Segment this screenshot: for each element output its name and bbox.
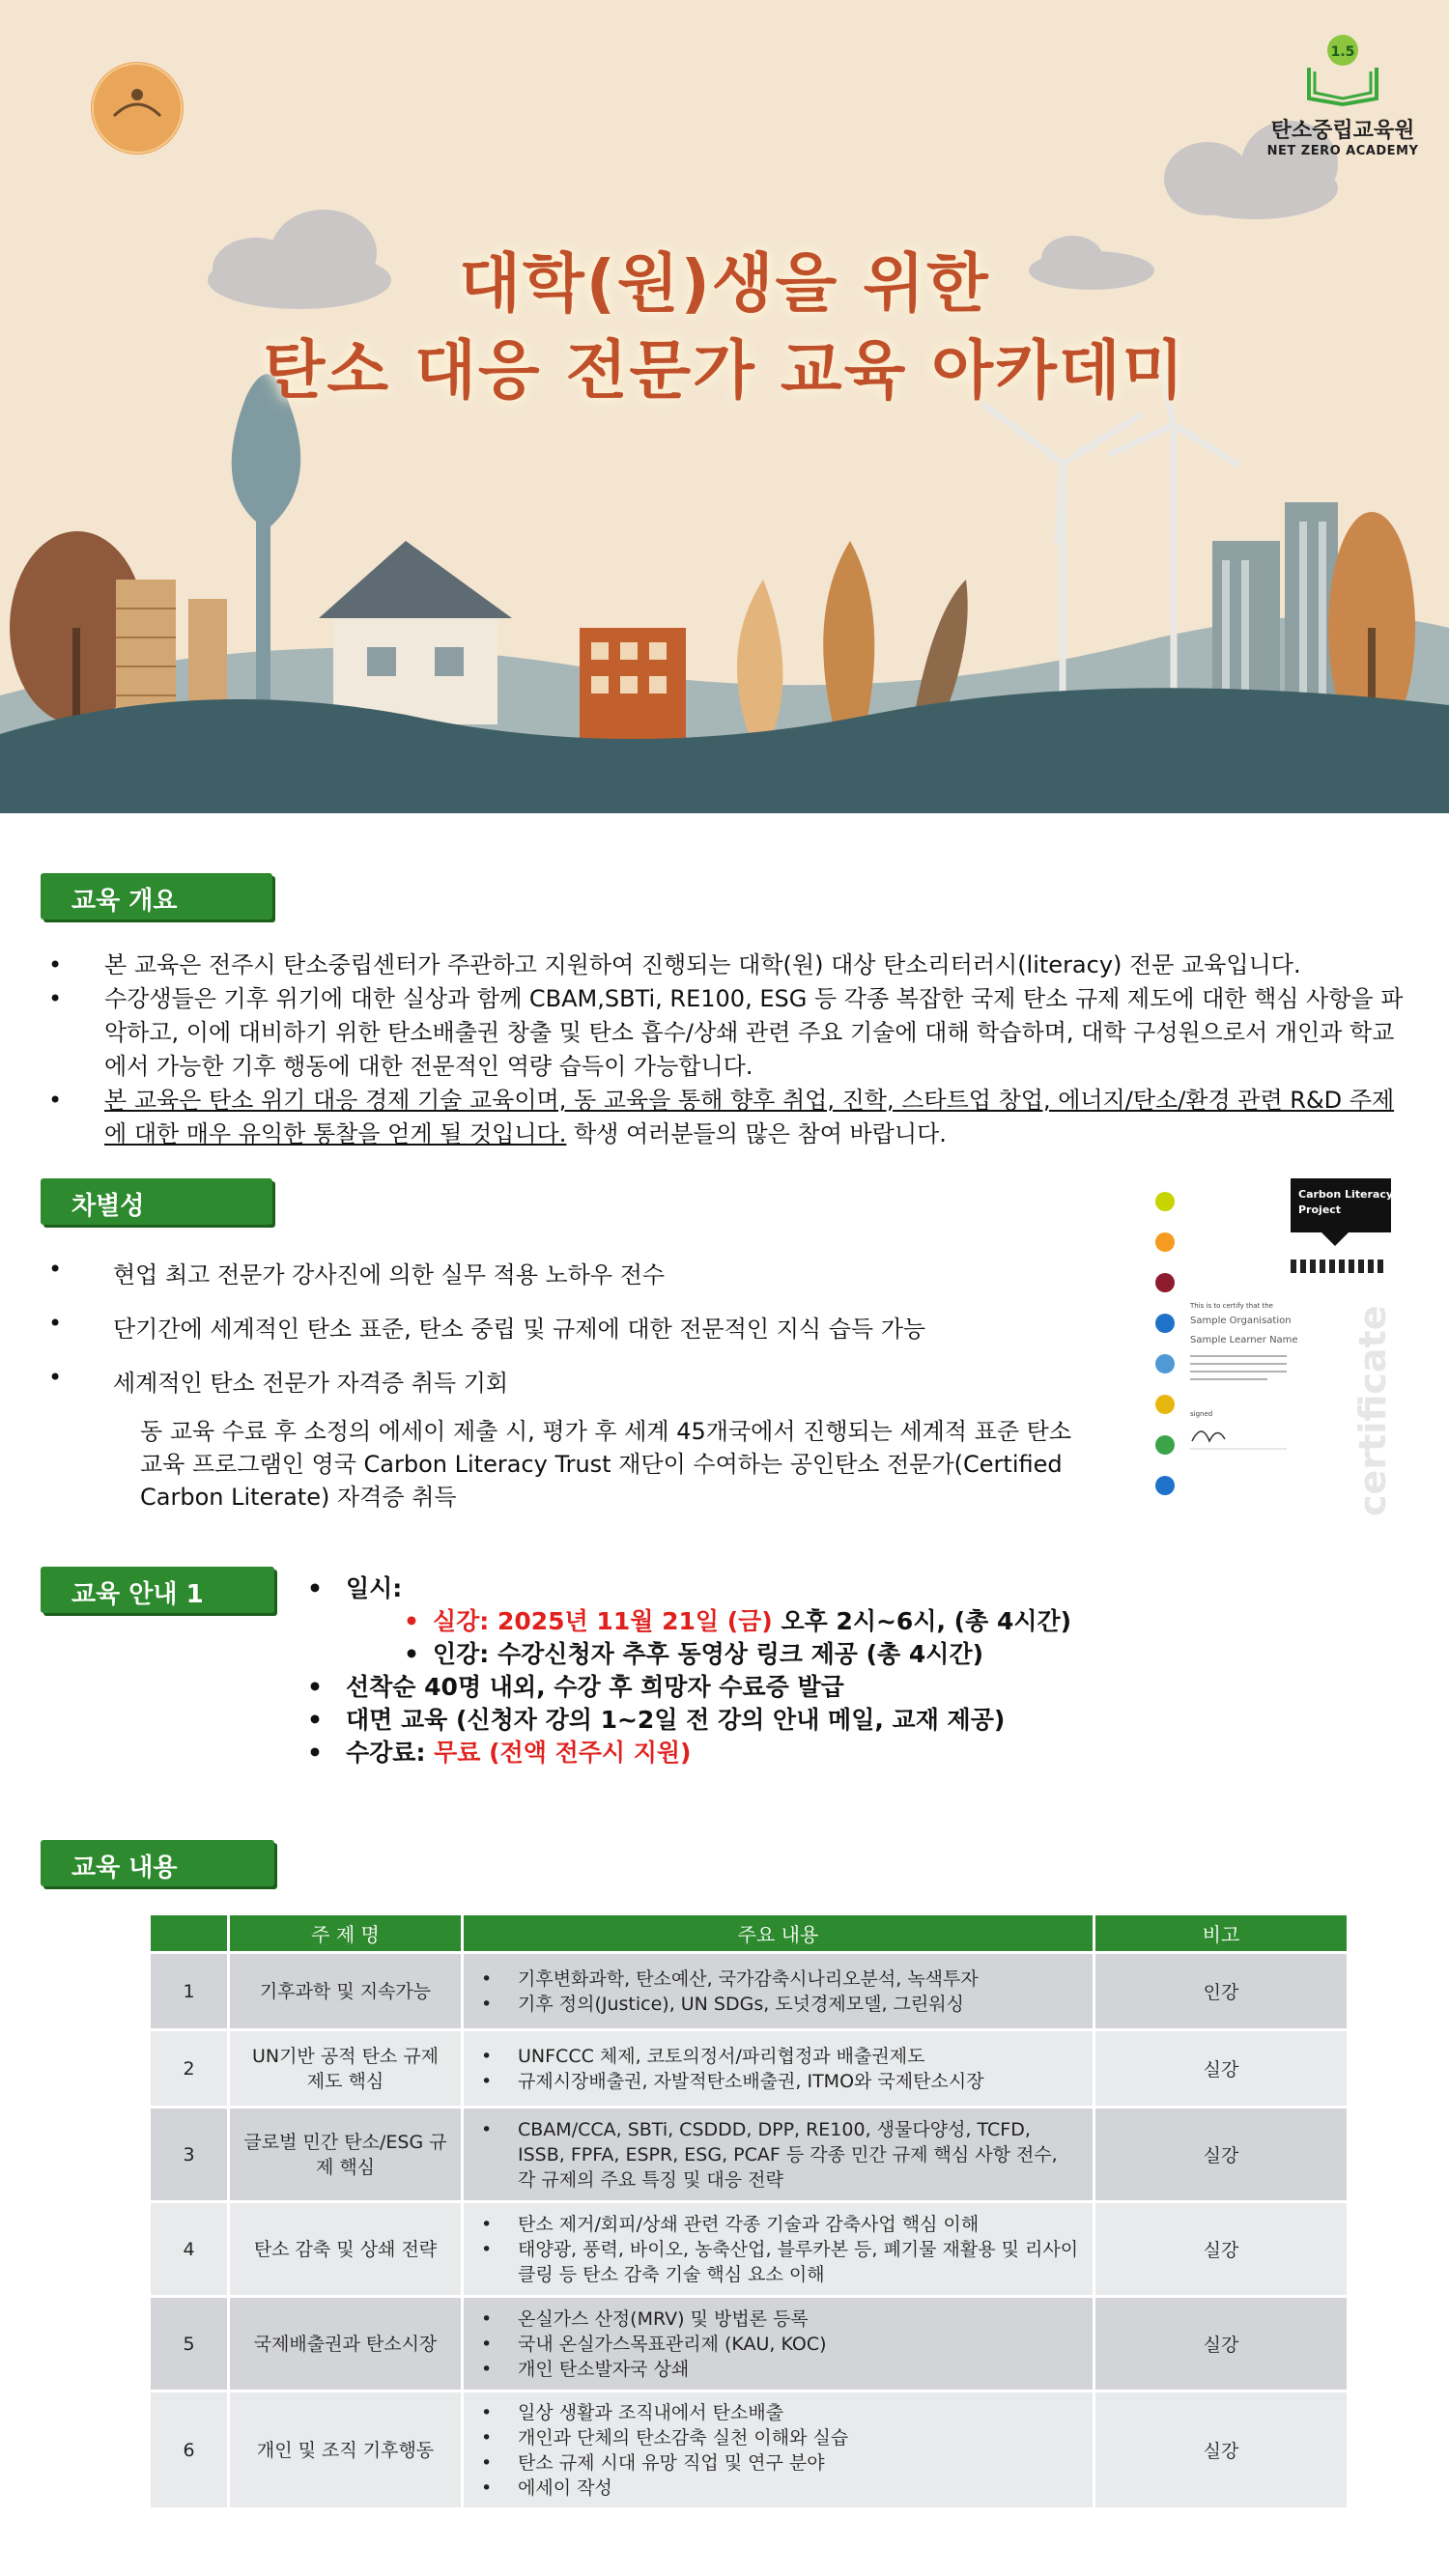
overview-heading: 교육 개요 — [41, 873, 272, 920]
table-row — [150, 2108, 1349, 2202]
live-lecture-time: 오후 2시~6시, (총 4시간) — [772, 1607, 1072, 1635]
content-item: • 개인과 단체의 탄소감축 실천 이해와 실습 — [481, 2425, 1079, 2450]
table-row — [150, 2030, 1349, 2108]
live-lecture-date: 실강: 2025년 11월 21일 (금) — [433, 1607, 773, 1635]
row-topic: UN기반 공적 탄소 규제 제도 핵심 — [229, 2030, 463, 2108]
info-item: • 수강료: 무료 (전액 전주시 지원) — [307, 1739, 692, 1767]
logo — [1256, 29, 1430, 158]
overview-item — [48, 982, 1410, 1084]
row-content — [463, 1953, 1094, 2030]
table-row — [150, 1953, 1349, 2030]
book-leaf-logo-icon — [1301, 29, 1384, 106]
differentiation-item-text: 현업 최고 전문가 강사진에 의한 실무 적용 노하우 전수 — [113, 1261, 666, 1288]
overview-item — [48, 948, 1410, 982]
certificate-image — [1142, 1178, 1405, 1543]
certificate-sample — [1142, 1178, 1405, 1543]
row-content — [463, 2392, 1094, 2509]
row-topic: 탄소 감축 및 상쇄 전략 — [229, 2202, 463, 2297]
content-item: • 온실가스 산정(MRV) 및 방법론 등록 — [481, 2307, 1079, 2332]
info-item: • 대면 교육 (신청자 강의 1~2일 전 강의 안내 메일, 교재 제공) — [307, 1706, 1006, 1734]
table-row — [150, 2297, 1349, 2392]
row-note: 실강 — [1094, 2392, 1349, 2509]
overview-item-text: 수강생들은 기후 위기에 대한 실상과 함께 CBAM,SBTi, RE100, ESG 등 각종 복잡한 국제 탄소 규제 제도에 대한 핵심 사항을 파악하고, 이에 대비하기 위한 탄소배출권 창출 및 탄소 흡수/상쇄 관련 주요 기술에 대해 학습하며, 대학 구성원으로서 개인과 학교에서 가능한 기후 행동에 대한 전문적인 역량 습득이 가능합니다. — [104, 985, 1404, 1080]
page-title-line1: 대학(원)생을 위한 — [459, 246, 990, 321]
logo-badge: 1.5 — [1330, 44, 1355, 60]
info-subitem: • 실강: 2025년 11월 21일 (금) 오후 2시~6시, (총 4시간) — [404, 1607, 1072, 1635]
info-item: • 일시: — [307, 1574, 403, 1602]
table-body — [150, 1953, 1349, 2509]
content-item: • UNFCCC 체제, 코토의정서/파리협정과 배출권제도 — [481, 2044, 1079, 2069]
row-content — [463, 2030, 1094, 2108]
date-label: 일시: — [346, 1574, 403, 1602]
content-item: • 규제시장배출권, 자발적탄소배출권, ITMO와 국제탄소시장 — [481, 2069, 1079, 2094]
logo-subtext: NET ZERO ACADEMY — [1266, 144, 1419, 158]
logo-text: 탄소중립교육원 — [1270, 119, 1415, 143]
certificate-watermark: certificate — [1351, 1305, 1394, 1516]
table-row — [150, 2202, 1349, 2297]
column-header: 주 제 명 — [229, 1914, 463, 1953]
row-number: 6 — [150, 2392, 229, 2509]
certificate-header-line2: Project — [1298, 1203, 1342, 1216]
content-item: • 개인 탄소발자국 상쇄 — [481, 2357, 1079, 2382]
row-note: 인강 — [1094, 1953, 1349, 2030]
row-number: 5 — [150, 2297, 229, 2392]
info-heading: 교육 안내 1 — [41, 1567, 274, 1613]
row-note: 실강 — [1094, 2297, 1349, 2392]
curriculum-heading: 교육 내용 — [41, 1840, 274, 1886]
online-lecture: 인강: 수강신청자 추후 동영상 링크 제공 (총 4시간) — [433, 1640, 984, 1668]
certificate-header-line1: Carbon Literacy — [1298, 1188, 1394, 1201]
content-item: • 탄소 제거/회피/상쇄 관련 각종 기술과 감축사업 핵심 이해 — [481, 2212, 1079, 2237]
overview-item — [48, 1084, 1410, 1151]
row-note: 실강 — [1094, 2202, 1349, 2297]
info-list — [307, 1572, 1071, 1769]
row-topic: 글로벌 민간 탄소/ESG 규제 핵심 — [229, 2108, 463, 2202]
info-subitem: • 인강: 수강신청자 추후 동영상 링크 제공 (총 4시간) — [404, 1640, 984, 1668]
content-item: • 에세이 작성 — [481, 2476, 1079, 2501]
content-item: • 일상 생활과 조직내에서 탄소배출 — [481, 2400, 1079, 2425]
curriculum-table — [148, 1912, 1350, 2510]
row-number: 2 — [150, 2030, 229, 2108]
content-item: • CBAM/CCA, SBTi, CSDDD, DPP, RE100, 생물다양성, TCFD, ISSB, FPFA, ESPR, ESG, PCAF 등 각종 민간 규제 핵심 사항 전수, 각 규제의 주요 특징 및 대응 전략 — [481, 2117, 1079, 2193]
row-content — [463, 2108, 1094, 2202]
header-banner — [0, 0, 1449, 813]
column-header: 주요 내용 — [463, 1914, 1094, 1953]
content-item: • 탄소 규제 시대 유망 직업 및 연구 분야 — [481, 2450, 1079, 2476]
content-item: • 국내 온실가스목표관리제 (KAU, KOC) — [481, 2332, 1079, 2357]
row-number: 4 — [150, 2202, 229, 2297]
certificate-name: Sample Learner Name — [1190, 1335, 1298, 1345]
differentiation-item-text: 단기간에 세계적인 탄소 표준, 탄소 중립 및 규제에 대한 전문적인 지식 습득 가능 — [113, 1316, 926, 1343]
fee-label: 수강료: — [346, 1739, 435, 1767]
fee-value: 무료 (전액 전주시 지원) — [434, 1739, 692, 1767]
differentiation-item-text: 세계적인 탄소 전문가 자격증 취득 기회 — [113, 1370, 509, 1397]
row-topic: 개인 및 조직 기후행동 — [229, 2392, 463, 2509]
content-item: • 기후 정의(Justice), UN SDGs, 도넛경제모델, 그린워싱 — [481, 1992, 1079, 2017]
table-row — [150, 2392, 1349, 2509]
content-item: • 태양광, 풍력, 바이오, 농축산업, 블루카본 등, 폐기물 재활용 및 리사이클링 등 탄소 감축 기술 핵심 요소 이해 — [481, 2237, 1079, 2287]
overview-item-text: 본 교육은 전주시 탄소중립센터가 주관하고 지원하여 진행되는 대학(원) 대상 탄소리터러시(literacy) 전문 교육입니다. — [104, 951, 1301, 978]
row-note: 실강 — [1094, 2108, 1349, 2202]
format-text: 대면 교육 (신청자 강의 1~2일 전 강의 안내 메일, 교재 제공) — [346, 1706, 1006, 1734]
certificate-org: Sample Organisation — [1190, 1316, 1292, 1326]
column-header — [150, 1914, 229, 1953]
row-note: 실강 — [1094, 2030, 1349, 2108]
overview-list — [48, 948, 1410, 1151]
differentiation-heading: 차별성 — [41, 1178, 272, 1225]
row-content — [463, 2202, 1094, 2297]
row-number: 3 — [150, 2108, 229, 2202]
row-topic: 기후과학 및 지속가능 — [229, 1953, 463, 2030]
page-title-line2: 탄소 대응 전문가 교육 아카데미 — [263, 333, 1186, 408]
column-header: 비고 — [1094, 1914, 1349, 1953]
capacity-text: 선착순 40명 내외, 수강 후 희망자 수료증 발급 — [346, 1673, 844, 1701]
overview-item-text: 학생 여러분들의 많은 참여 바랍니다. — [566, 1120, 947, 1147]
table-header-row — [150, 1914, 1349, 1953]
certificate-line1: This is to certify that the — [1190, 1302, 1273, 1310]
row-number: 1 — [150, 1953, 229, 2030]
row-content — [463, 2297, 1094, 2392]
content-item: • 기후변화과학, 탄소예산, 국가감축시나리오분석, 녹색투자 — [481, 1967, 1079, 1992]
overview-item-underlined: 본 교육은 탄소 위기 대응 경제 기술 교육이며, 동 교육을 통해 향후 취업, 진학, 스타트업 창업, 에너지/탄소/환경 관련 R&D 주제에 대한 매우 유익한 통찰을 얻게 될 것입니다. — [104, 1087, 1395, 1147]
row-topic: 국제배출권과 탄소시장 — [229, 2297, 463, 2392]
certificate-signed-label: signed — [1190, 1410, 1213, 1418]
info-item: • 선착순 40명 내외, 수강 후 희망자 수료증 발급 — [307, 1673, 844, 1701]
certificate-description: 동 교육 수료 후 소정의 에세이 제출 시, 평가 후 세계 45개국에서 진행되는 세계적 표준 탄소 교육 프로그램인 영국 Carbon Literacy Trust 재단이 수여하는 공인탄소 전문가(Certified Carbon Literate) 자격증 취득 — [140, 1418, 1072, 1511]
